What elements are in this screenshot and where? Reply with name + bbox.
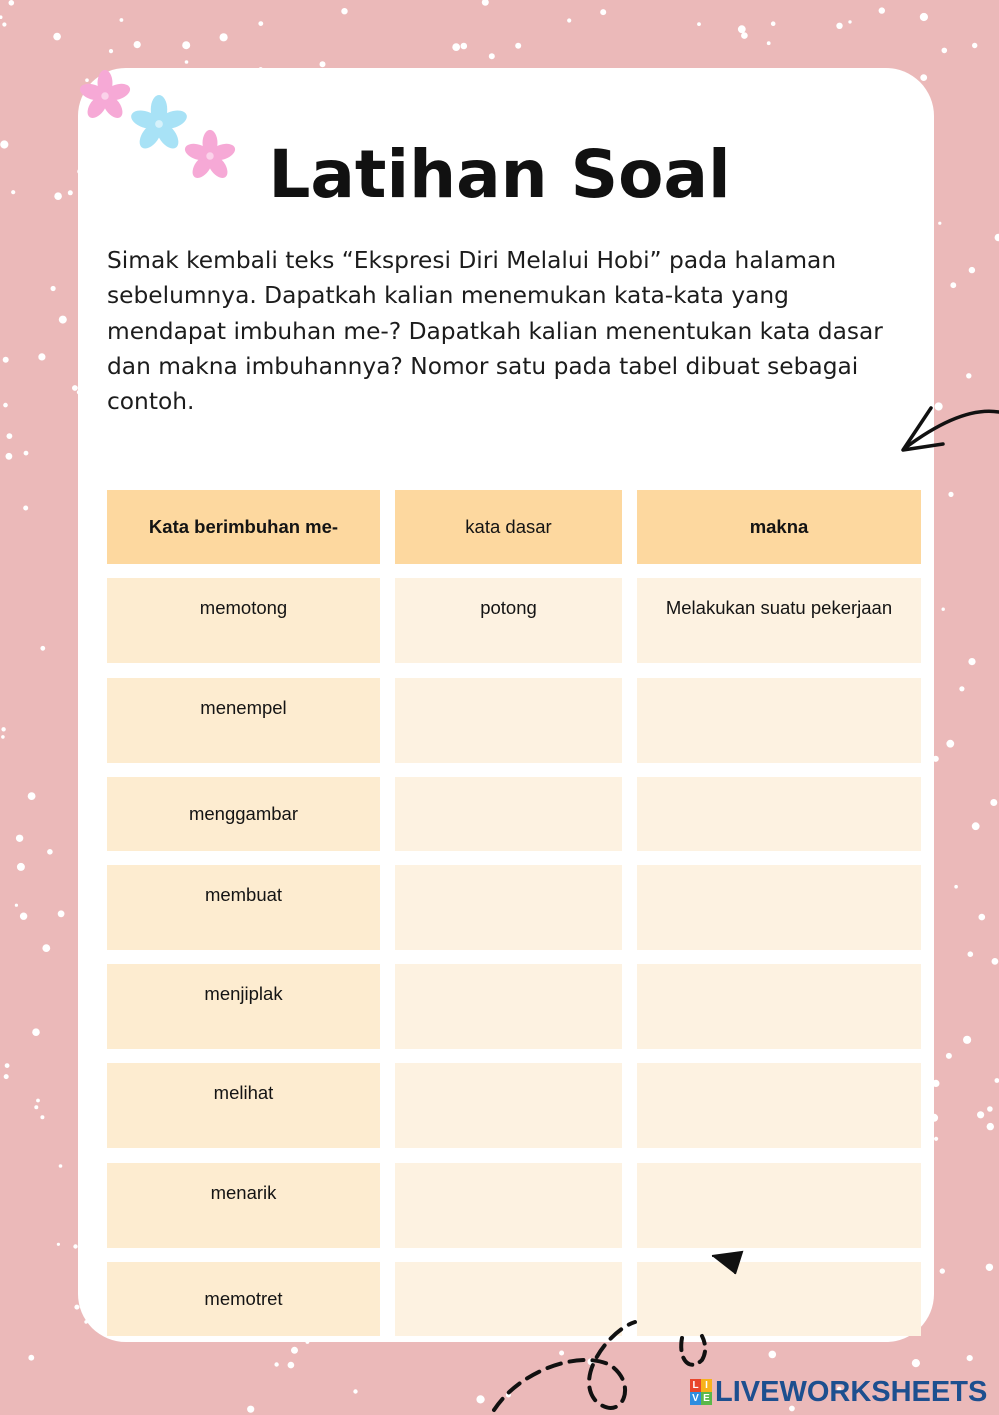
polka-dot	[950, 282, 956, 288]
polka-dot	[28, 1355, 34, 1361]
polka-dot	[567, 18, 571, 22]
table-cell-word: membuat	[107, 865, 380, 950]
polka-dot	[848, 20, 851, 23]
polka-dot	[32, 1028, 40, 1036]
polka-dot	[320, 61, 326, 67]
polka-dot	[942, 608, 945, 611]
polka-dot	[247, 1406, 254, 1413]
polka-dot	[20, 913, 27, 920]
table-header-cell: Kata berimbuhan me-	[107, 490, 380, 564]
polka-dot	[16, 835, 23, 842]
polka-dot	[24, 451, 29, 456]
polka-dot	[972, 43, 977, 48]
polka-dot	[134, 41, 141, 48]
polka-dot	[57, 1243, 60, 1246]
polka-dot	[979, 914, 986, 921]
polka-dot	[977, 1111, 984, 1118]
polka-dot	[1, 727, 5, 731]
polka-dot	[34, 1105, 38, 1109]
table-cell-meaning[interactable]: Melakukan suatu pekerjaan	[637, 578, 921, 663]
table-cell-meaning[interactable]	[637, 678, 921, 763]
polka-dot	[959, 686, 964, 691]
liveworksheets-watermark	[690, 1375, 987, 1409]
polka-dot	[185, 60, 189, 64]
polka-dot	[461, 43, 468, 50]
liveworksheets-text: LIVEWORKSHEETS	[715, 1375, 988, 1408]
polka-dot	[940, 1268, 945, 1273]
polka-dot	[9, 0, 15, 6]
polka-dot	[489, 53, 495, 59]
polka-dot	[938, 222, 941, 225]
polka-dot	[58, 910, 65, 917]
table-cell-word: menggambar	[107, 777, 380, 851]
page-title: Latihan Soal	[268, 136, 731, 213]
polka-dot	[3, 357, 9, 363]
table-cell-root[interactable]: potong	[395, 578, 622, 663]
polka-dot	[5, 453, 12, 460]
polka-dot	[15, 904, 18, 907]
table-cell-word: memotong	[107, 578, 380, 663]
table-cell-word: menarik	[107, 1163, 380, 1248]
polka-dot	[291, 1347, 298, 1354]
polka-dot	[934, 1137, 938, 1141]
polka-dot	[480, 1397, 485, 1402]
polka-dot	[995, 234, 999, 241]
polka-dot	[53, 33, 61, 41]
polka-dot	[482, 0, 489, 6]
polka-dot	[987, 1106, 993, 1112]
polka-dot	[51, 286, 56, 291]
table-header-cell: makna	[637, 490, 921, 564]
table-cell-meaning[interactable]	[637, 964, 921, 1049]
polka-dot	[995, 1078, 999, 1083]
polka-dot	[182, 41, 190, 49]
polka-dot	[109, 49, 113, 53]
polka-dot	[3, 403, 8, 408]
polka-dot	[59, 1164, 63, 1168]
table-cell-root[interactable]	[395, 1163, 622, 1248]
polka-dot	[738, 25, 746, 33]
logo-letter: I	[701, 1379, 712, 1392]
polka-dot	[72, 385, 78, 391]
polka-dot	[948, 492, 953, 497]
table-header-cell: kata dasar	[395, 490, 622, 564]
polka-dot	[771, 21, 776, 26]
polka-dot	[992, 958, 999, 965]
arrow-doodle-icon	[895, 400, 999, 460]
polka-dot	[40, 1115, 44, 1119]
polka-dot	[954, 885, 958, 889]
polka-dot	[28, 792, 36, 800]
polka-dot	[17, 863, 25, 871]
polka-dot	[946, 1053, 952, 1059]
polka-dot	[5, 1063, 10, 1068]
table-cell-root[interactable]	[395, 1063, 622, 1148]
polka-dot	[288, 1362, 295, 1369]
polka-dot	[2, 22, 6, 26]
polka-dot	[968, 951, 974, 957]
polka-dot	[4, 1074, 9, 1079]
polka-dot	[353, 1389, 357, 1393]
polka-dot	[341, 8, 347, 14]
polka-dot	[42, 944, 50, 952]
table-cell-word: menjiplak	[107, 964, 380, 1049]
table-cell-word: melihat	[107, 1063, 380, 1148]
polka-dot	[912, 1359, 920, 1367]
polka-dot	[741, 32, 748, 39]
logo-letter: L	[690, 1379, 701, 1392]
polka-dot	[986, 1264, 993, 1271]
polka-dot	[47, 849, 53, 855]
polka-dot	[38, 353, 45, 360]
instructions-paragraph: Simak kembali teks “Ekspresi Diri Melalui Hobi” pada halaman sebelumnya. Dapatkah kalian menemukan kata-kata yang mendapat imbuhan me-? Dapatkah kalian menentukan kata dasar dan makna imbuhannya? Nomor satu pada tabel dibuat sebagai contoh.	[107, 247, 883, 416]
table-cell-meaning[interactable]	[637, 1063, 921, 1148]
liveworksheets-logo	[690, 1379, 712, 1405]
polka-dot	[969, 267, 975, 273]
table-cell-root[interactable]	[395, 865, 622, 950]
table-cell-root[interactable]	[395, 777, 622, 851]
polka-dot	[258, 21, 263, 26]
table-cell-word: memotret	[107, 1262, 380, 1336]
polka-dot	[600, 9, 606, 15]
polka-dot	[963, 1036, 971, 1044]
table-cell-meaning[interactable]	[637, 777, 921, 851]
polka-dot	[767, 41, 771, 45]
polka-dot	[120, 18, 124, 22]
polka-dot	[515, 43, 521, 49]
polka-dot	[987, 1123, 994, 1130]
polka-dot	[966, 373, 971, 378]
logo-letter: V	[690, 1392, 701, 1405]
polka-dot	[23, 506, 28, 511]
polka-dot	[697, 22, 701, 26]
pink-flower-icon	[76, 68, 134, 124]
polka-dot	[452, 43, 460, 51]
table-cell-root[interactable]	[395, 964, 622, 1049]
table-cell-meaning[interactable]	[637, 1163, 921, 1248]
polka-dot	[990, 799, 997, 806]
polka-dot	[968, 658, 975, 665]
polka-dot	[0, 15, 3, 19]
polka-dot	[920, 13, 928, 21]
polka-dot	[40, 646, 45, 651]
polka-dot	[6, 433, 12, 439]
polka-dot	[942, 48, 948, 54]
polka-dot	[920, 74, 927, 81]
polka-dot	[59, 316, 67, 324]
polka-dot	[972, 822, 980, 830]
polka-dot	[836, 23, 842, 29]
polka-dot	[967, 1355, 973, 1361]
logo-letter: E	[701, 1392, 712, 1405]
polka-dot	[946, 740, 954, 748]
polka-dot	[769, 1351, 777, 1359]
polka-dot	[220, 33, 228, 41]
table-cell-word: menempel	[107, 678, 380, 763]
table-cell-root[interactable]	[395, 678, 622, 763]
polka-dot	[274, 1362, 278, 1366]
polka-dot	[1, 735, 5, 739]
polka-dot	[36, 1099, 40, 1103]
table-cell-meaning[interactable]	[637, 865, 921, 950]
polka-dot	[879, 7, 885, 13]
